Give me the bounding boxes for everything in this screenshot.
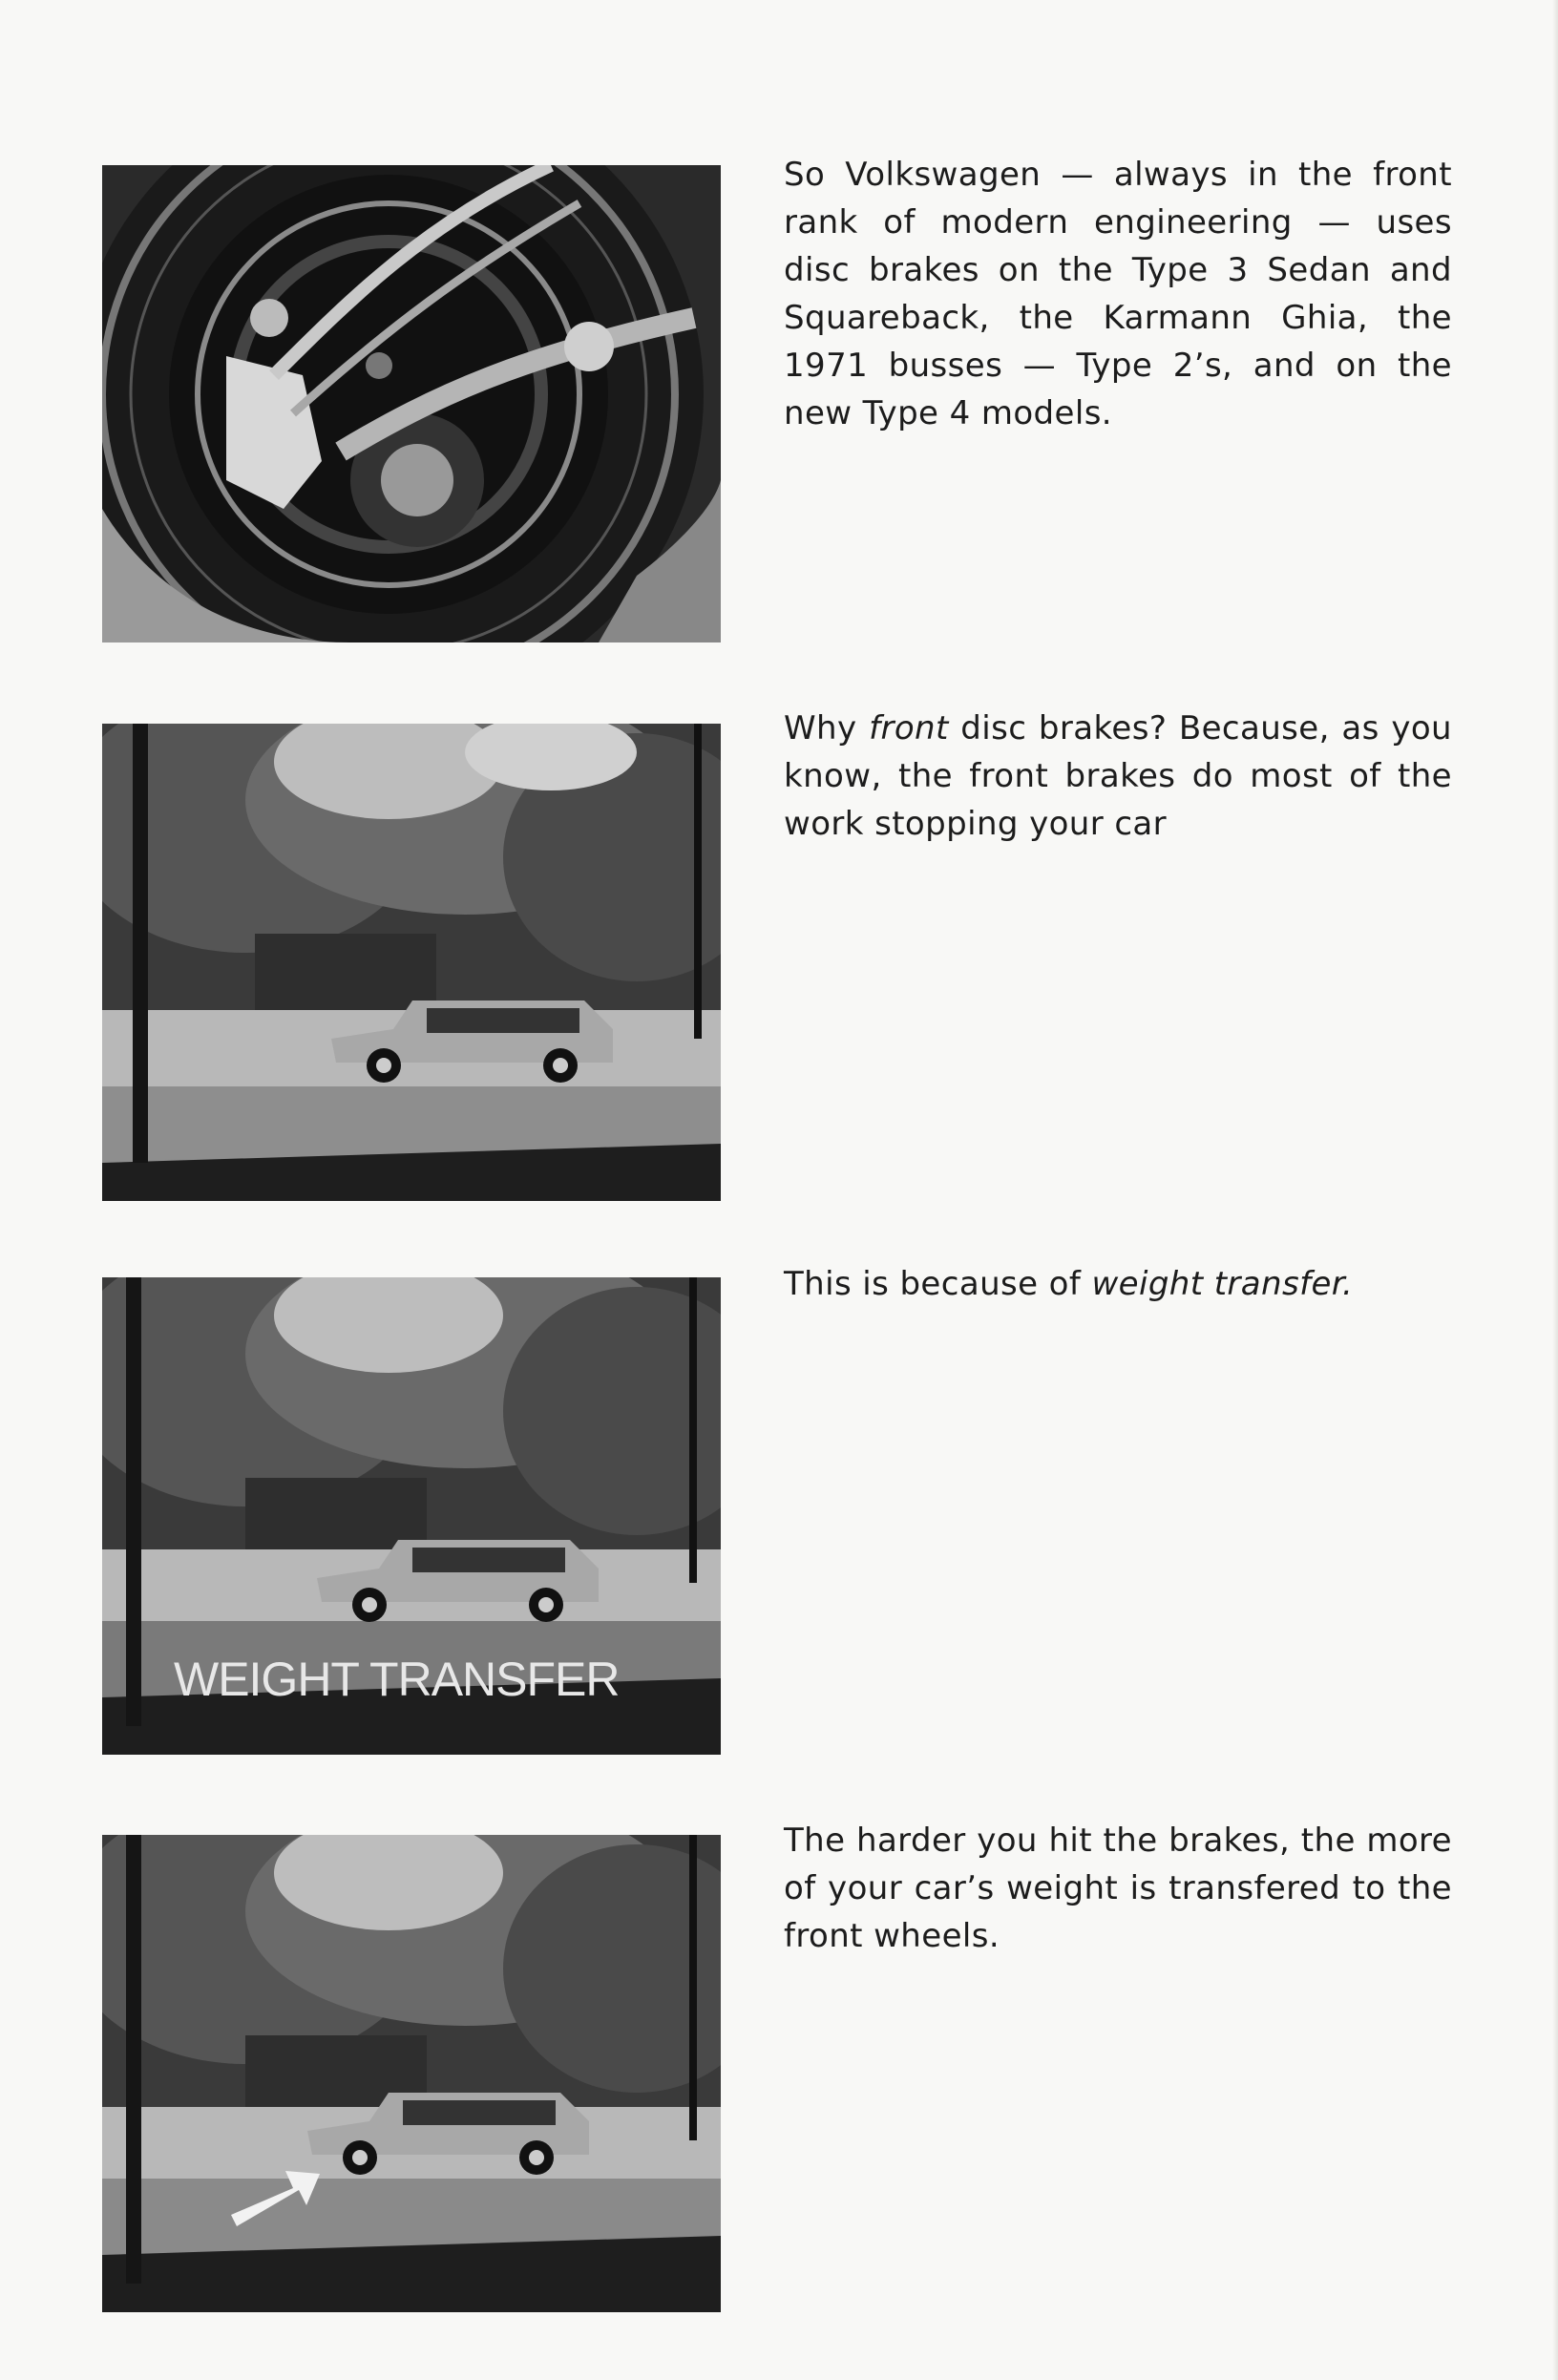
weight-transfer-scene [102,1277,721,1755]
caption-why-front-disc-brakes [784,705,1452,848]
caption-front-emphasis: front [869,709,949,748]
caption-why-prefix: Why [784,709,870,748]
caption-disc-brakes: So Volkswagen — always in the front rank of modern engineering — uses disc brakes on the Type 3 Sedan and Squareback, the Karmann Ghia, the 1971 busses — Type 2’s, and on the new Type 4 models. [784,156,1452,432]
weight-transfer-overlay-text: WEIGHT TRANSFER [174,1653,620,1706]
caption-weight-transfer-emphasis: weight transfer. [1091,1265,1354,1303]
front-wheels-photo [102,1835,721,2312]
disc-brake-illustration [102,165,721,642]
caption-why-rest: disc brakes? Because, as you know, the front brakes do most of the work stopping your car [784,709,1452,843]
caption-front-wheels: The harder you hit the brakes, the more of your car’s weight is transfered to the front wheels. [784,1822,1452,1955]
caption-because-prefix: This is because of [784,1265,1092,1303]
weight-transfer-photo [102,1277,721,1755]
disc-brake-photo [102,165,721,642]
car-street-scene [102,724,721,1201]
car-driving-photo [102,724,721,1201]
caption-weight-transfer [784,1260,1452,1308]
front-wheels-scene [102,1835,721,2312]
page-edge [1552,0,1558,2380]
